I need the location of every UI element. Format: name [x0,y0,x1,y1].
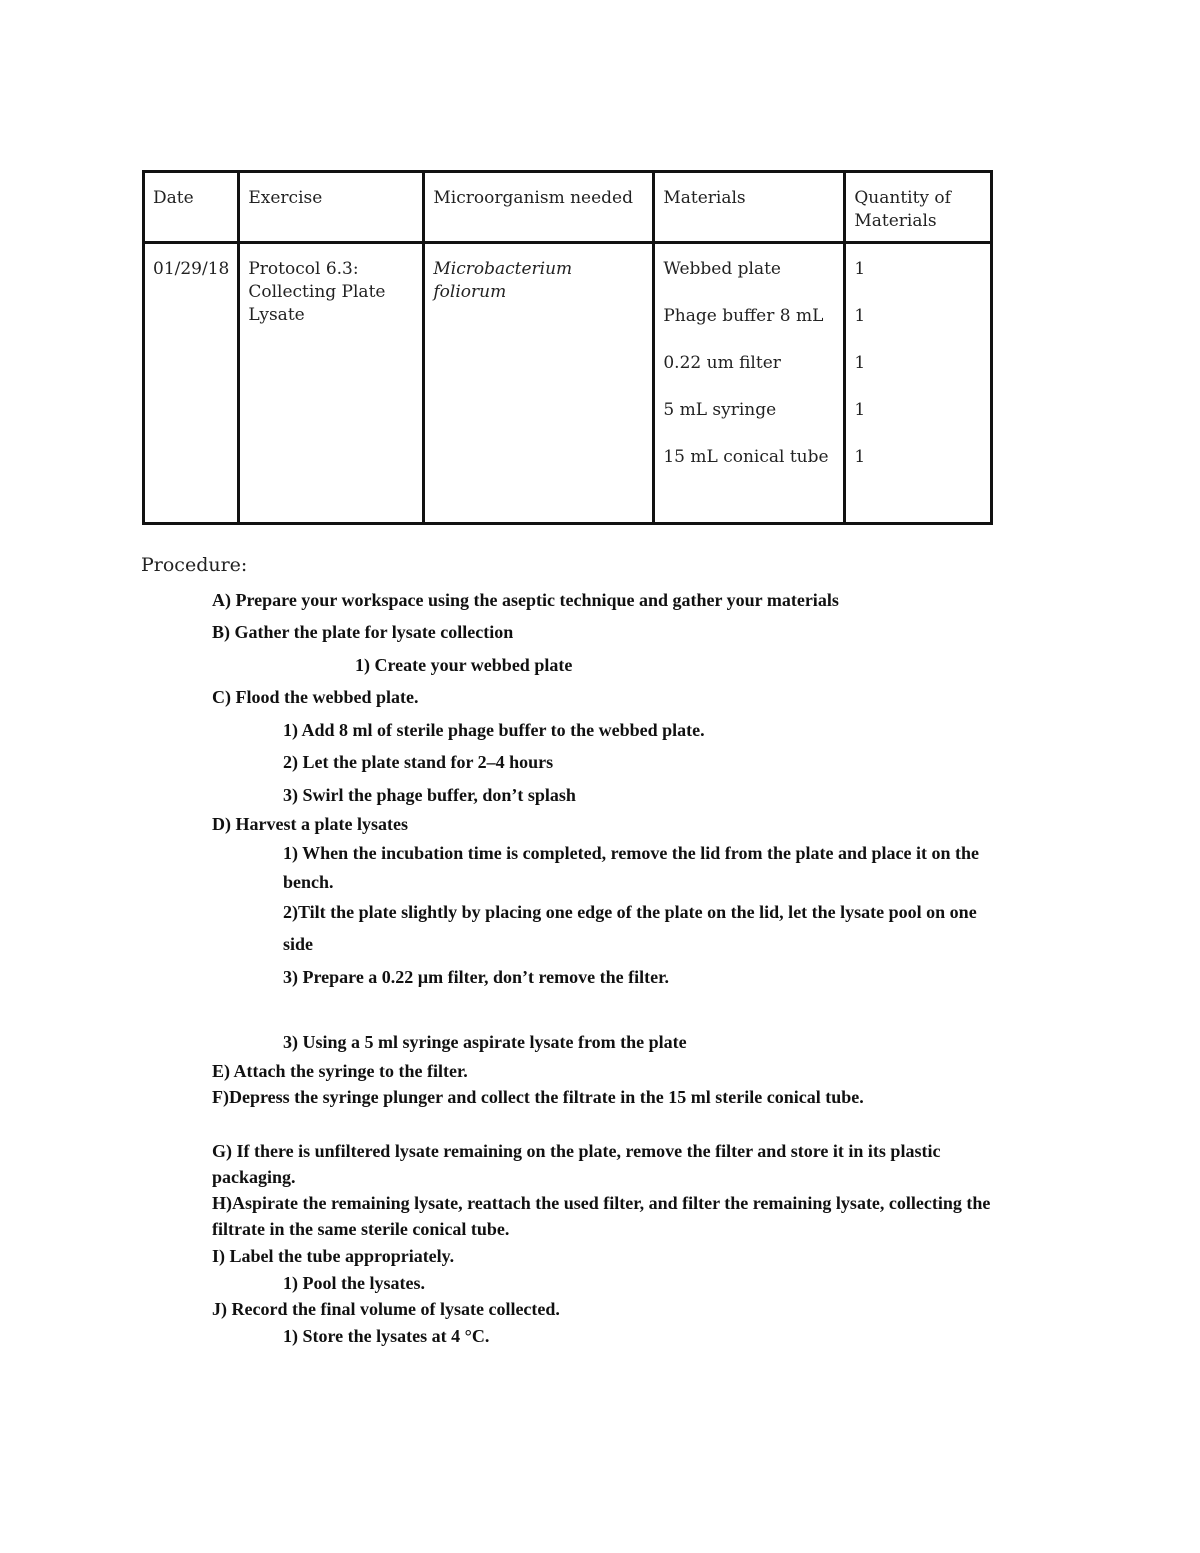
quantity-item: 1 [854,447,866,467]
material-item: 0.22 um filter [663,353,781,373]
quantity-item: 1 [854,400,866,420]
material-item: 5 mL syringe [663,400,777,420]
header-materials: Materials [654,172,845,243]
procedure-step: A) Prepare your workspace using the aseptic technique and gather your materials [212,590,839,610]
procedure-substep: 1) When the incubation time is completed, remove the lid from the plate and place it on the [283,843,979,863]
procedure-title: Procedure: [141,554,248,576]
quantity-item: 1 [854,259,866,279]
procedure-substep: 1) Add 8 ml of sterile phage buffer to the webbed plate. [283,720,705,740]
header-quantity: Quantity of Materials [845,172,992,243]
cell-date: 01/29/18 [144,243,239,524]
procedure-substep: 1) Create your webbed plate [355,655,573,675]
procedure-step: I) Label the tube appropriately. [212,1246,455,1266]
header-date: Date [144,172,239,243]
procedure-step: G) If there is unfiltered lysate remaining on the plate, remove the filter and store it in its plastic [212,1141,941,1161]
header-microorganism: Microorganism needed [424,172,654,243]
material-item: Phage buffer 8 mL [663,306,824,326]
materials-table [142,170,993,525]
procedure-substep: 2)Tilt the plate slightly by placing one edge of the plate on the lid, let the lysate pool on one [283,902,977,922]
procedure-step: B) Gather the plate for lysate collection [212,622,514,642]
table-header-row [144,172,992,243]
quantity-item: 1 [854,353,866,373]
procedure-substep: 2) Let the plate stand for 2–4 hours [283,752,554,772]
procedure-step: F)Depress the syringe plunger and collect the filtrate in the 15 ml sterile conical tube. [212,1087,864,1107]
cell-exercise: Protocol 6.3: Collecting Plate Lysate [239,243,424,524]
header-exercise: Exercise [239,172,424,243]
quantity-item: 1 [854,306,866,326]
procedure-step: H)Aspirate the remaining lysate, reattach the used filter, and filter the remaining lysate, collecting the [212,1193,991,1213]
procedure-substep: 3) Swirl the phage buffer, don’t splash [283,785,576,805]
procedure-step: C) Flood the webbed plate. [212,687,419,707]
procedure-substep: 1) Store the lysates at 4 °C. [283,1326,490,1346]
cell-quantities [845,243,992,524]
procedure-substep: 3) Using a 5 ml syringe aspirate lysate from the plate [283,1032,687,1052]
cell-organism: Microbacterium foliorum [424,243,654,524]
procedure-substep: 1) Pool the lysates. [283,1273,425,1293]
procedure-step: J) Record the final volume of lysate collected. [212,1299,560,1319]
material-item: Webbed plate [663,259,781,279]
material-item: 15 mL conical tube [663,447,829,467]
procedure-step-continued: packaging. [212,1167,296,1187]
procedure-substep-continued: bench. [283,872,334,892]
table-row [144,243,992,524]
procedure-substep: 3) Prepare a 0.22 µm filter, don’t remove the filter. [283,967,669,987]
procedure-step: D) Harvest a plate lysates [212,814,408,834]
procedure-step: E) Attach the syringe to the filter. [212,1061,468,1081]
procedure-step-continued: filtrate in the same sterile conical tube. [212,1219,510,1239]
procedure-substep-continued: side [283,934,314,954]
cell-materials [654,243,845,524]
